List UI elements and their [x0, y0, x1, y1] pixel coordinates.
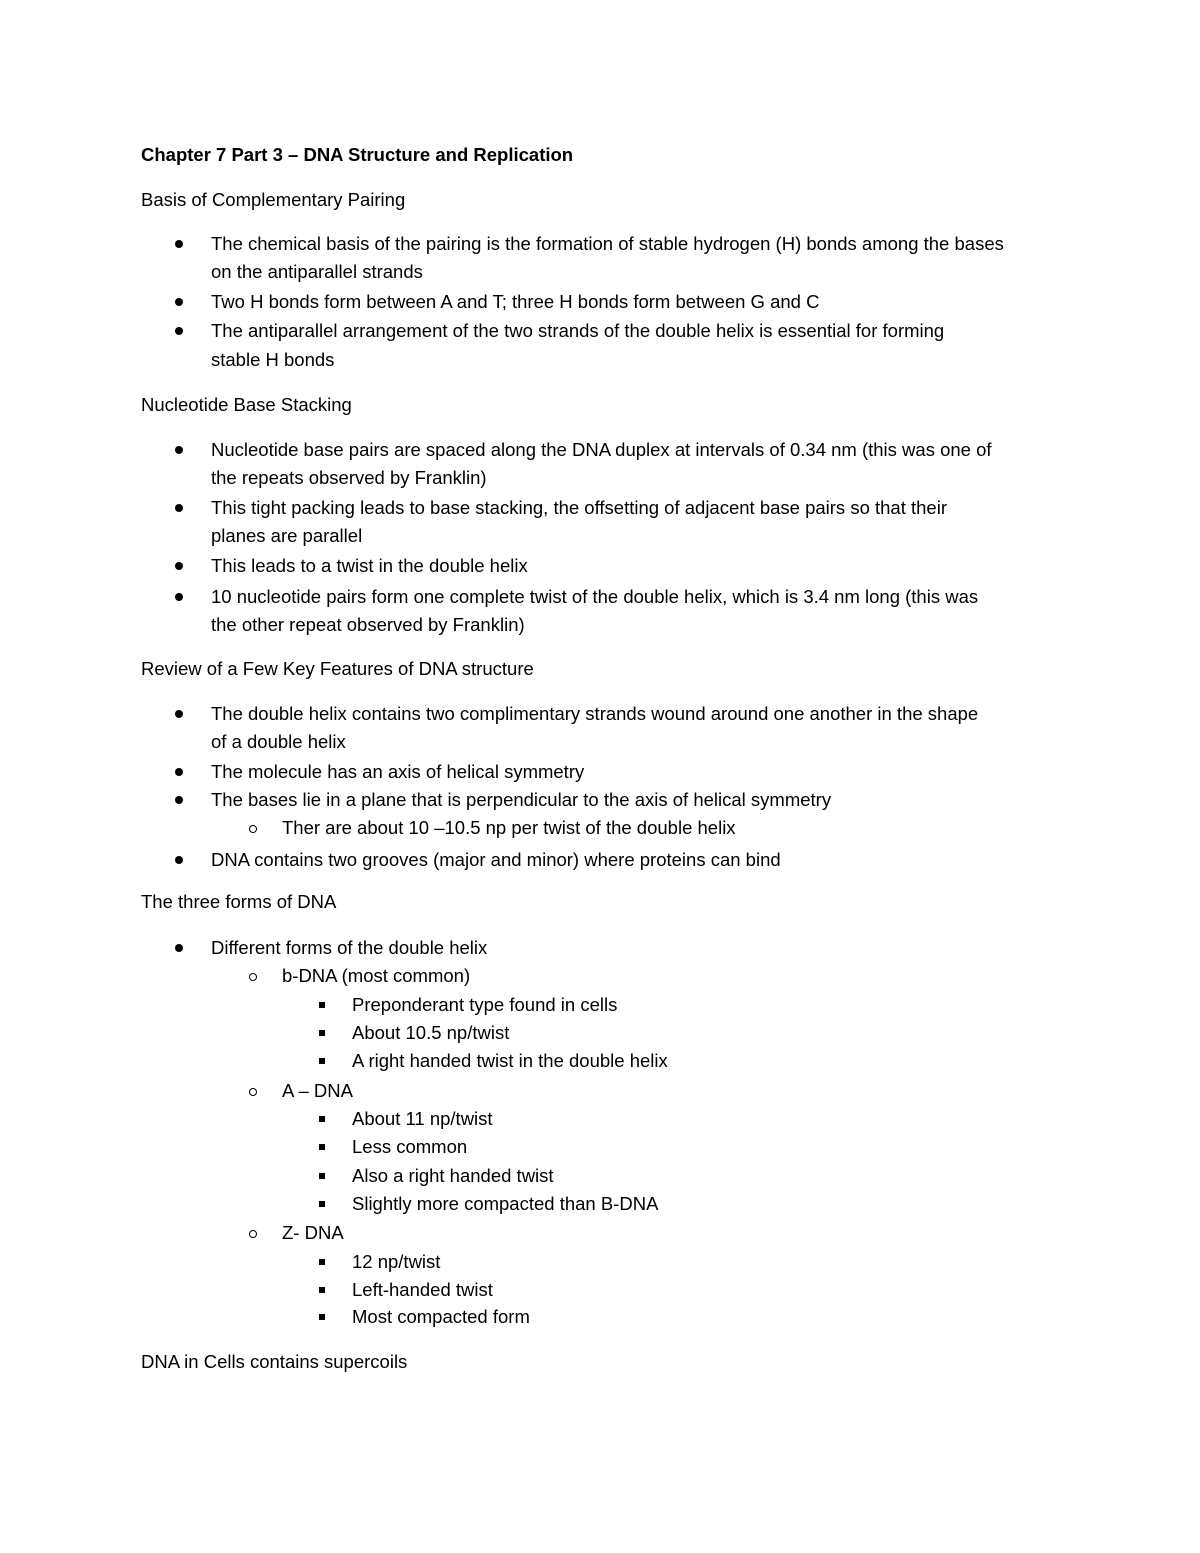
bullet-dot-icon	[175, 298, 183, 306]
list-item-continuation: on the antiparallel strands	[211, 261, 423, 282]
sub-sub-list-item: Preponderant type found in cells	[352, 994, 618, 1015]
bullet-dot-icon	[175, 768, 183, 776]
bullet-square-icon	[319, 1259, 325, 1265]
bullet-square-icon	[319, 1144, 325, 1150]
list-item-continuation: stable H bonds	[211, 349, 335, 370]
sub-sub-list-item: Less common	[352, 1136, 468, 1157]
bullet-square-icon	[319, 1287, 325, 1293]
bullet-square-icon	[319, 1002, 325, 1008]
bullet-dot-icon	[175, 593, 183, 601]
bullet-square-icon	[319, 1314, 325, 1320]
bullet-square-icon	[319, 1201, 325, 1207]
bullet-square-icon	[319, 1058, 325, 1064]
list-item-continuation: of a double helix	[211, 731, 346, 752]
list-item: Two H bonds form between A and T; three H bonds form between G and C	[211, 291, 820, 312]
sub-list-item: Ther are about 10 –10.5 np per twist of the double helix	[282, 817, 736, 838]
bullet-dot-icon	[175, 796, 183, 804]
bullet-square-icon	[319, 1116, 325, 1122]
list-item: The antiparallel arrangement of the two strands of the double helix is essential for forming	[211, 320, 945, 341]
sub-sub-list-item: Slightly more compacted than B-DNA	[352, 1193, 659, 1214]
sub-sub-list-item: 12 np/twist	[352, 1251, 441, 1272]
bullet-dot-icon	[175, 562, 183, 570]
list-item: This tight packing leads to base stacking, the offsetting of adjacent base pairs so that their	[211, 497, 947, 518]
bullet-dot-icon	[175, 856, 183, 864]
list-item: Nucleotide base pairs are spaced along the DNA duplex at intervals of 0.34 nm (this was one of	[211, 439, 992, 460]
sub-sub-list-item: About 11 np/twist	[352, 1108, 493, 1129]
sub-sub-list-item: Also a right handed twist	[352, 1165, 554, 1186]
bullet-dot-icon	[175, 944, 183, 952]
list-item: DNA contains two grooves (major and minor) where proteins can bind	[211, 849, 781, 870]
bullet-dot-icon	[175, 504, 183, 512]
list-item: The double helix contains two complimentary strands wound around one another in the shape	[211, 703, 979, 724]
list-item: The chemical basis of the pairing is the formation of stable hydrogen (H) bonds among the bases	[211, 233, 1004, 254]
section-heading: Basis of Complementary Pairing	[141, 189, 406, 210]
bullet-circle-icon	[249, 1230, 257, 1238]
section-heading: Nucleotide Base Stacking	[141, 394, 352, 415]
list-item: The bases lie in a plane that is perpendicular to the axis of helical symmetry	[211, 789, 832, 810]
bullet-dot-icon	[175, 446, 183, 454]
bullet-dot-icon	[175, 240, 183, 248]
bullet-circle-icon	[249, 825, 257, 833]
list-item: Different forms of the double helix	[211, 937, 488, 958]
sub-list-item: b-DNA (most common)	[282, 965, 471, 986]
section-heading: Review of a Few Key Features of DNA structure	[141, 658, 534, 679]
bullet-dot-icon	[175, 710, 183, 718]
bullet-circle-icon	[249, 973, 257, 981]
bullet-square-icon	[319, 1030, 325, 1036]
sub-sub-list-item: A right handed twist in the double helix	[352, 1050, 668, 1071]
sub-list-item: Z- DNA	[282, 1222, 344, 1243]
list-item: The molecule has an axis of helical symmetry	[211, 761, 585, 782]
list-item-continuation: the other repeat observed by Franklin)	[211, 614, 525, 635]
page-title: Chapter 7 Part 3 – DNA Structure and Replication	[141, 144, 574, 165]
list-item: 10 nucleotide pairs form one complete twist of the double helix, which is 3.4 nm long (this was	[211, 586, 979, 607]
list-item: This leads to a twist in the double helix	[211, 555, 528, 576]
bullet-circle-icon	[249, 1088, 257, 1096]
bullet-dot-icon	[175, 327, 183, 335]
sub-sub-list-item: About 10.5 np/twist	[352, 1022, 510, 1043]
sub-sub-list-item: Left-handed twist	[352, 1279, 493, 1300]
list-item-continuation: the repeats observed by Franklin)	[211, 467, 487, 488]
sub-sub-list-item: Most compacted form	[352, 1306, 530, 1327]
section-heading: The three forms of DNA	[141, 891, 337, 912]
bullet-square-icon	[319, 1173, 325, 1179]
section-heading: DNA in Cells contains supercoils	[141, 1351, 408, 1372]
sub-list-item: A – DNA	[282, 1080, 353, 1101]
list-item-continuation: planes are parallel	[211, 525, 363, 546]
